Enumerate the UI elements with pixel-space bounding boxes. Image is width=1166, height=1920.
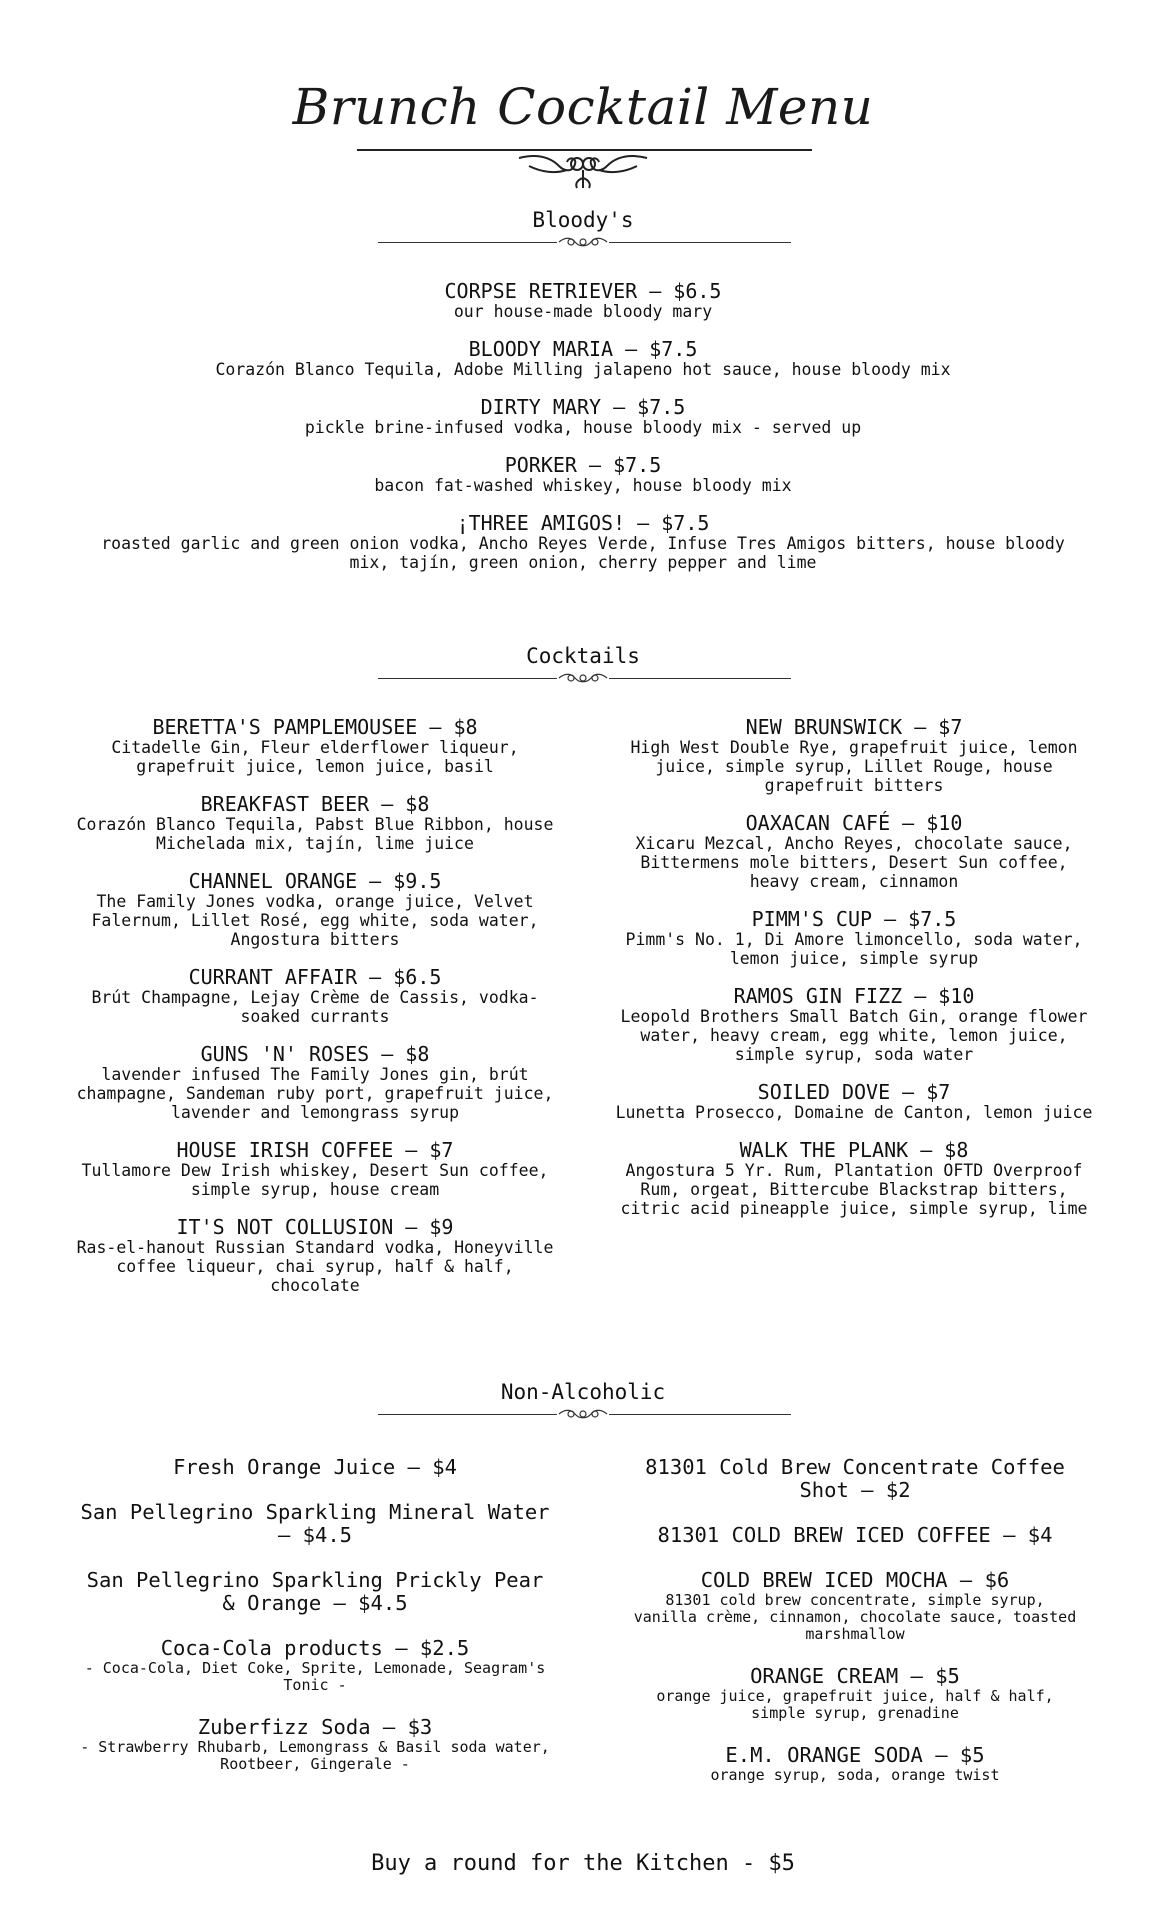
item-description: pickle brine-infused vodka, house bloody mix - served up bbox=[304, 418, 862, 437]
item-name: IT'S NOT COLLUSION — $9 bbox=[176, 1215, 454, 1239]
item-name: CORPSE RETRIEVER — $6.5 bbox=[444, 279, 722, 303]
menu-item bbox=[80, 1456, 550, 1479]
item-description: - Strawberry Rhubarb, Lemongrass & Basil soda water, Rootbeer, Gingerale - bbox=[80, 1738, 550, 1773]
item-name: 81301 COLD BREW ICED COFFEE — $4 bbox=[657, 1523, 1053, 1547]
item-name: Fresh Orange Juice — $4 bbox=[173, 1455, 457, 1479]
menu-item bbox=[630, 1744, 1080, 1784]
item-description: Xicaru Mezcal, Ancho Reyes, chocolate sauce, Bittermens mole bitters, Desert Sun coffee, heavy cream, cinnamon bbox=[635, 834, 1073, 891]
section-heading-bloodys: Bloody's bbox=[532, 208, 634, 232]
item-description: Lunetta Prosecco, Domaine de Canton, lemon juice bbox=[615, 1103, 1093, 1122]
item-description: orange juice, grapefruit juice, half & half, simple syrup, grenadine bbox=[656, 1687, 1054, 1722]
item-description: Angostura 5 Yr. Rum, Plantation OFTD Overproof Rum, orgeat, Bittercube Blackstrap bitters, citric acid pineapple juice, simple syrup, lime bbox=[620, 1161, 1088, 1218]
menu-item bbox=[70, 1043, 560, 1122]
item-description: Corazón Blanco Tequila, Adobe Milling jalapeno hot sauce, house bloody mix bbox=[215, 360, 951, 379]
item-name: CHANNEL ORANGE — $9.5 bbox=[188, 869, 442, 893]
menu-item bbox=[80, 1716, 550, 1773]
footer-note: Buy a round for the Kitchen - $5 bbox=[371, 1851, 795, 1876]
item-name: DIRTY MARY — $7.5 bbox=[480, 395, 686, 419]
item-description: our house-made bloody mary bbox=[453, 302, 713, 321]
item-name: CURRANT AFFAIR — $6.5 bbox=[188, 965, 442, 989]
menu-item bbox=[80, 280, 1086, 321]
item-name: San Pellegrino Sparkling Mineral Water — $4.5 bbox=[80, 1500, 550, 1547]
menu-item bbox=[70, 793, 560, 853]
item-description: - Coca-Cola, Diet Coke, Sprite, Lemonade, Seagram's Tonic - bbox=[84, 1659, 546, 1694]
item-name: PIMM'S CUP — $7.5 bbox=[751, 907, 957, 931]
item-name: OAXACAN CAFÉ — $10 bbox=[745, 811, 963, 835]
item-name: San Pellegrino Sparkling Prickly Pear & Orange — $4.5 bbox=[86, 1568, 544, 1615]
menu-item bbox=[70, 870, 560, 949]
mini-scroll-icon bbox=[557, 672, 609, 684]
menu-item bbox=[630, 1569, 1080, 1643]
menu-item bbox=[630, 1524, 1080, 1547]
item-name: NEW BRUNSWICK — $7 bbox=[745, 715, 963, 739]
menu-item bbox=[80, 1637, 550, 1694]
item-description: Ras-el-hanout Russian Standard vodka, Honeyville coffee liqueur, chai syrup, half & half, chocolate bbox=[76, 1238, 554, 1295]
item-description: The Family Jones vodka, orange juice, Velvet Falernum, Lillet Rosé, egg white, soda water, Angostura bitters bbox=[91, 892, 539, 949]
item-name: HOUSE IRISH COFFEE — $7 bbox=[176, 1138, 454, 1162]
bloodys-list bbox=[80, 280, 1086, 589]
item-name: SOILED DOVE — $7 bbox=[757, 1080, 951, 1104]
item-name: BREAKFAST BEER — $8 bbox=[200, 792, 430, 816]
menu-item bbox=[630, 1456, 1080, 1502]
menu-item bbox=[70, 1216, 560, 1295]
item-name: ¡THREE AMIGOS! — $7.5 bbox=[456, 511, 710, 535]
item-name: ORANGE CREAM — $5 bbox=[750, 1664, 960, 1688]
item-name: GUNS 'N' ROSES — $8 bbox=[200, 1042, 430, 1066]
item-description: Pimm's No. 1, Di Amore limoncello, soda water, lemon juice, simple syrup bbox=[625, 930, 1083, 968]
non-alcoholic-right-column bbox=[630, 1456, 1080, 1806]
item-description: roasted garlic and green onion vodka, Ancho Reyes Verde, Infuse Tres Amigos bitters, house bloody mix, tajín, green onion, cherry pepper and lime bbox=[101, 534, 1065, 572]
mini-scroll-icon bbox=[557, 236, 609, 248]
menu-item bbox=[615, 985, 1093, 1064]
menu-item bbox=[615, 1139, 1093, 1218]
menu-item bbox=[615, 716, 1093, 795]
menu-item bbox=[615, 908, 1093, 968]
non-alcoholic-left-column bbox=[80, 1456, 550, 1795]
item-name: WALK THE PLANK — $8 bbox=[739, 1138, 969, 1162]
page-title: Brunch Cocktail Menu bbox=[292, 78, 874, 136]
item-description: Citadelle Gin, Fleur elderflower liqueur, grapefruit juice, lemon juice, basil bbox=[111, 738, 519, 776]
item-name: E.M. ORANGE SODA — $5 bbox=[725, 1743, 985, 1767]
item-description: High West Double Rye, grapefruit juice, lemon juice, simple syrup, Lillet Rouge, house grapefruit bitters bbox=[630, 738, 1078, 795]
item-name: BLOODY MARIA — $7.5 bbox=[468, 337, 698, 361]
item-name: COLD BREW ICED MOCHA — $6 bbox=[700, 1568, 1010, 1592]
menu-item bbox=[70, 1139, 560, 1199]
item-description: 81301 cold brew concentrate, simple syrup, vanilla crème, cinnamon, chocolate sauce, toasted marshmallow bbox=[633, 1591, 1077, 1643]
section-heading-cocktails: Cocktails bbox=[526, 644, 640, 668]
section-heading-non-alcoholic: Non-Alcoholic bbox=[500, 1380, 666, 1404]
menu-item bbox=[70, 966, 560, 1026]
menu-item bbox=[80, 338, 1086, 379]
item-description: Leopold Brothers Small Batch Gin, orange flower water, heavy cream, egg white, lemon juice, simple syrup, soda water bbox=[620, 1007, 1088, 1064]
item-name: Zuberfizz Soda — $3 bbox=[197, 1715, 433, 1739]
cocktails-left-column bbox=[70, 716, 560, 1312]
item-name: BERETTA'S PAMPLEMOUSEE — $8 bbox=[152, 715, 478, 739]
menu-item bbox=[80, 454, 1086, 495]
item-description: Tullamore Dew Irish whiskey, Desert Sun coffee, simple syrup, house cream bbox=[81, 1161, 549, 1199]
menu-item bbox=[80, 512, 1086, 572]
item-description: orange syrup, soda, orange twist bbox=[710, 1766, 1000, 1784]
item-name: Coca-Cola products — $2.5 bbox=[160, 1636, 470, 1660]
item-name: 81301 Cold Brew Concentrate Coffee Shot — $2 bbox=[645, 1455, 1065, 1502]
cocktails-right-column bbox=[615, 716, 1093, 1235]
menu-item bbox=[630, 1665, 1080, 1722]
item-description: bacon fat-washed whiskey, house bloody mix bbox=[374, 476, 792, 495]
item-name: RAMOS GIN FIZZ — $10 bbox=[733, 984, 975, 1008]
menu-item bbox=[615, 1081, 1093, 1122]
item-name: PORKER — $7.5 bbox=[504, 453, 662, 477]
item-description: lavender infused The Family Jones gin, brút champagne, Sandeman ruby port, grapefruit juice, lavender and lemongrass syrup bbox=[76, 1065, 554, 1122]
scroll-flourish-icon bbox=[515, 150, 651, 192]
item-description: Brút Champagne, Lejay Crème de Cassis, vodka-soaked currants bbox=[91, 988, 539, 1026]
menu-item bbox=[70, 716, 560, 776]
menu-item bbox=[615, 812, 1093, 891]
menu-item bbox=[80, 1501, 550, 1547]
item-description: Corazón Blanco Tequila, Pabst Blue Ribbon, house Michelada mix, tajín, lime juice bbox=[76, 815, 554, 853]
menu-item bbox=[80, 396, 1086, 437]
mini-scroll-icon bbox=[557, 1408, 609, 1420]
menu-item bbox=[80, 1569, 550, 1615]
